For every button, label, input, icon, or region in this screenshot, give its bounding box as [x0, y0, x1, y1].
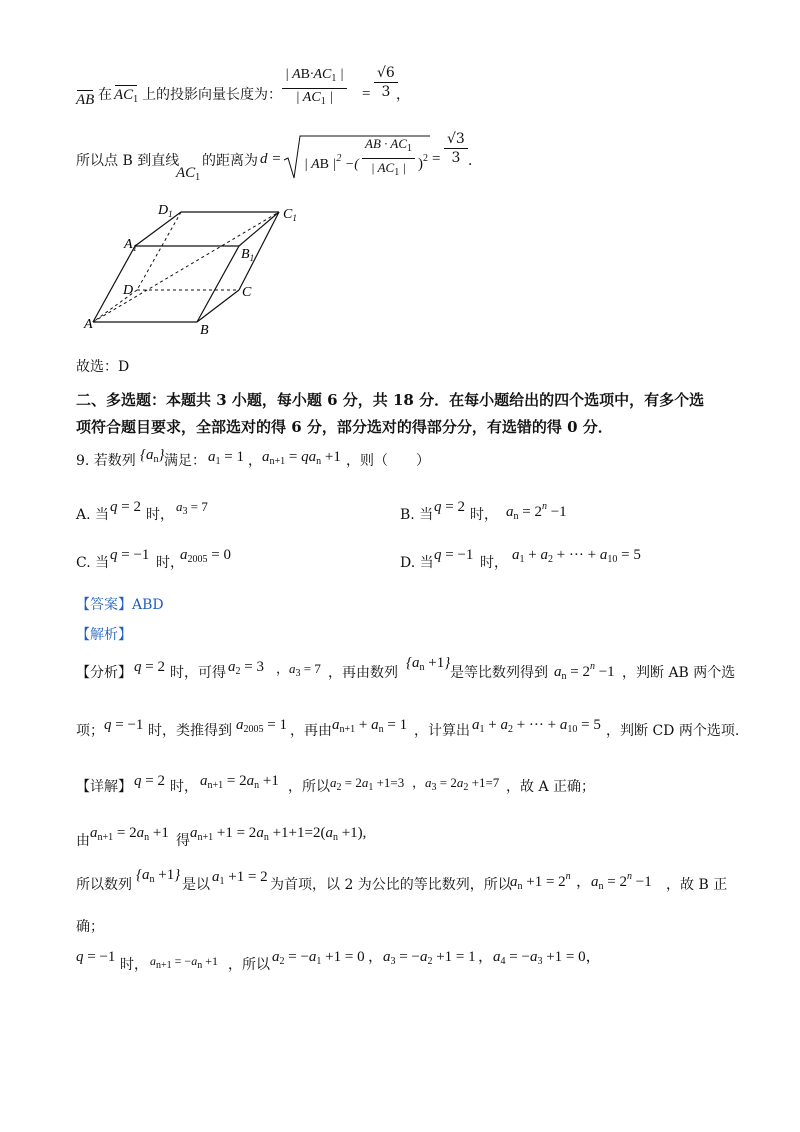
text-shouxiang: 为首项，以 2 为公比的等比数列，所以	[270, 877, 512, 893]
last-line	[76, 946, 786, 974]
label-a: A	[84, 317, 93, 332]
fenxi-qm1: q = −1	[104, 717, 144, 733]
xj-text-2: ，所以	[288, 779, 330, 795]
fenxi-text-1: 时，可得	[170, 665, 226, 681]
vector-ab: AB	[76, 92, 95, 108]
text-que: 确；	[76, 919, 104, 935]
label-b1: $B_1$	[241, 247, 255, 263]
option-d-cond: q = −1	[434, 547, 474, 563]
xj-a3: ，$a_3 = 2a_2 +1=7$	[412, 775, 500, 793]
text-distance: 的距离为	[202, 153, 258, 169]
analysis-tag: 【解析】	[76, 627, 132, 643]
sqrt-content: | AB $|^2$ −(	[304, 153, 359, 172]
answer: 【答案】ABD	[76, 597, 164, 613]
fenxi-a2005: $a_{2005} = 1$	[236, 717, 287, 735]
fenxi-tag: 【分析】	[76, 665, 132, 681]
text-zai: 在	[98, 87, 112, 103]
edge-c1b1	[239, 212, 279, 246]
equals-sign-2: =	[432, 151, 441, 167]
option-b-cond: q = 2	[434, 499, 465, 515]
fenxi-sum-rel: $a_{n+1} + a_n = 1$	[332, 717, 408, 735]
option-a-shi: 时，	[146, 507, 174, 523]
edge-bc	[197, 290, 239, 322]
section-heading-2: 项符合题目要求，全部选对的得 6 分，部分选对的得部分分，有选错的得 0 分．	[76, 418, 613, 436]
fenxi-a3: ，$a_3 = 7$	[276, 661, 321, 679]
derive-recur: $a_{n+1} = 2a_n +1$	[90, 825, 169, 843]
fenxi-text-4: ，判断 AB 两个选	[622, 665, 736, 681]
label-b: B	[200, 323, 209, 338]
option-a-label: A. 当	[76, 507, 110, 523]
text-you: 由	[76, 833, 90, 849]
text-comma: ，	[396, 87, 410, 103]
text-period: ．	[468, 153, 482, 169]
vector-ac1: $AC_1$	[114, 86, 138, 109]
fenxi-line-1	[76, 656, 786, 684]
fenxi-text-2: ，再由数列	[328, 665, 398, 681]
derive-line	[76, 822, 786, 850]
option-d[interactable]	[400, 544, 730, 570]
value-fraction: $\frac{√6}{3}$	[374, 64, 398, 101]
option-d-shi: 时，	[480, 555, 508, 571]
fenxi-text-8: ，计算出	[414, 723, 470, 739]
fenxi-text-7: ，再由	[290, 723, 332, 739]
label-d: D	[123, 283, 134, 298]
choice-result: 故选：D	[76, 359, 130, 375]
fenxi-q2: q = 2	[134, 659, 165, 675]
text-shiyi: 是以	[182, 877, 210, 893]
xj-q2: q = 2	[134, 773, 165, 789]
last-shi: 时，	[120, 957, 148, 973]
option-a-cond: q = 2	[110, 499, 141, 515]
xj-text-3: ，故 A 正确；	[506, 779, 596, 795]
xj-a2: $a_2 = 2a_1 +1=3$	[330, 775, 405, 793]
label-c1: $C_1$	[283, 207, 297, 223]
q9-cond1: $a_1 = 1$	[208, 449, 244, 467]
geo-seq: $\{a_n +1\}$	[136, 867, 181, 885]
fenxi-text-9: ，判断 CD 两个选项.	[606, 723, 740, 739]
option-b-shi: 时，	[470, 507, 498, 523]
text-gu-b: ，故 B 正	[666, 877, 728, 893]
last-a2: $a_2 = -a_1 +1 = 0$	[272, 949, 365, 967]
fenxi-text-3: 是等比数列得到	[450, 665, 548, 681]
fenxi-a2: $a_2 = 3$	[228, 659, 264, 677]
fenxi-text-5: 项；	[76, 723, 104, 739]
last-recur: $a_{n+1} = -a_n +1$	[150, 954, 218, 971]
fenxi-seq: $\{a_n +1\}$	[406, 655, 451, 673]
option-b[interactable]	[400, 494, 700, 523]
last-suoyi: ，所以	[228, 957, 270, 973]
q9-end: ，则（ ）	[346, 453, 430, 469]
option-c-label: C. 当	[76, 555, 110, 571]
fenxi-text-6: 时，类推得到	[148, 723, 232, 739]
parallelepiped-figure	[80, 198, 310, 338]
q9-sep: ，	[248, 453, 262, 469]
option-c-shi: 时，	[156, 555, 184, 571]
text-suoyi-list: 所以数列	[76, 877, 132, 893]
last-qm1: q = −1	[76, 949, 116, 965]
section-heading: 二、多选题：本题共 3 小题，每小题 6 分，共 18 分．在每小题给出的四个选项中，有多个选	[76, 391, 705, 409]
text-de: 得	[176, 833, 190, 849]
q9-satisfy: 满足：	[164, 453, 206, 469]
projection-fraction: $\frac{| AB\cdot AC_1 |}{| AC_1 |}$	[282, 66, 347, 111]
fenxi-sum: $a_1 + a_2$ + ··· + $a_{10} = 5$	[472, 717, 601, 735]
fenxi-an: $a_n = 2^n -1$	[554, 661, 615, 682]
inner-fraction: $\frac{AB \cdot AC_1}{| AC_1 |}$	[362, 135, 415, 182]
option-d-value: $a_1 + a_2$ + ··· + $a_{10} = 5$	[512, 547, 641, 565]
close-paren: )$^2$	[418, 153, 428, 172]
fenxi-line-2	[76, 714, 786, 742]
xiangjie-tag: 【详解】	[76, 779, 132, 795]
option-b-value: $a_n = 2^n -1$	[506, 501, 567, 522]
last-a4: ，$a_4 = -a_3 +1 = 0$，	[478, 949, 601, 967]
option-d-label: D. 当	[400, 555, 434, 571]
xj-recur: $a_{n+1} = 2a_n +1$	[200, 773, 279, 791]
edge-d1d-hidden	[137, 212, 181, 290]
question-9	[76, 446, 776, 472]
line-ac1: $AC_1$	[176, 165, 201, 183]
last-a3: ，$a_3 = -a_2 +1 = 1$	[368, 949, 476, 967]
equals-sign: =	[362, 86, 371, 102]
option-c[interactable]	[76, 544, 376, 570]
label-a1: $A_1$	[124, 237, 138, 253]
option-c-cond: q = −1	[110, 547, 150, 563]
text-projection: 上的投影向量长度为：	[142, 87, 282, 103]
geo-an1: $a_n +1 = 2^n$	[510, 871, 571, 892]
distance-value: $\frac{√3}{3}$	[444, 130, 468, 167]
xiangjie-line-1	[76, 770, 786, 798]
option-a-value: $a_3 = 7$	[176, 499, 208, 517]
q9-cond2: $a_{n+1} = qa_n +1$	[262, 449, 341, 467]
label-c: C	[242, 285, 252, 300]
xj-text-1: 时，	[170, 779, 198, 795]
option-c-value: $a_{2005} = 0$	[180, 547, 231, 565]
option-a[interactable]	[76, 494, 376, 523]
geo-first: $a_1 +1 = 2$	[212, 869, 268, 887]
geo-an: ，$a_n = 2^n -1$	[576, 871, 652, 892]
seq-an: $\{a_n\}$	[140, 447, 165, 465]
edge-b1b	[197, 246, 239, 322]
geometric-line	[76, 866, 786, 896]
text-point-b: 所以点 B 到直线	[76, 153, 180, 169]
option-b-label: B. 当	[400, 507, 434, 523]
q9-prefix: 9. 若数列	[76, 453, 136, 469]
derive-result: $a_{n+1} +1 = 2a_n +1+1=2(a_n +1)$,	[190, 825, 367, 843]
d-equals: d =	[260, 151, 282, 167]
label-d1: $D_1$	[158, 203, 173, 219]
